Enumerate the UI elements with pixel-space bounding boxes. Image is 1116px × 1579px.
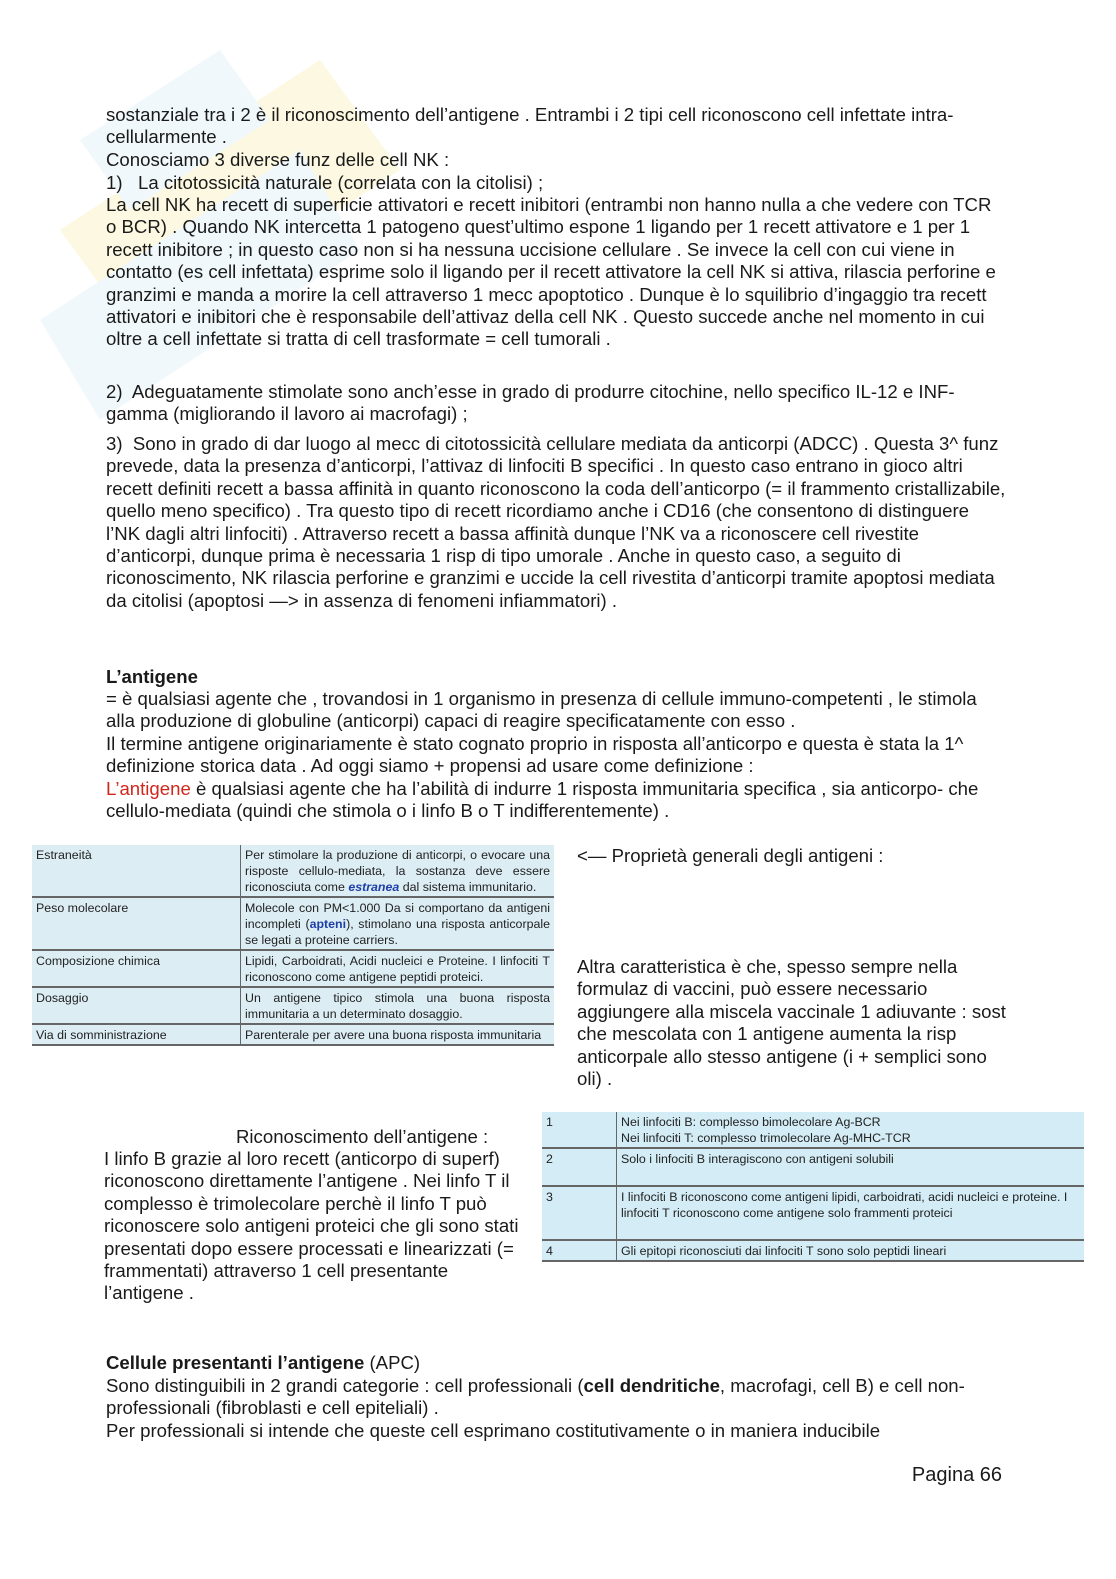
heading-apc [106, 1352, 1006, 1374]
property-key: Peso molecolare [32, 897, 241, 950]
paragraph-apc2: Per professionali si intende che queste cell esprimano costitutivamente o in maniera inducibile [106, 1420, 881, 1441]
recognition-line: Nei linfociti T: complesso trimolecolare Ag-MHC-TCR [621, 1131, 911, 1145]
properties-row [32, 897, 554, 950]
apc-heading-bold: Cellule presentanti l’antigene [106, 1352, 365, 1373]
property-keyword: estranea [348, 880, 400, 894]
antigene-red-term: L’antigene [106, 778, 191, 799]
apc-p1-c: , macrofagi, cell B) e cell non-professionali (fibroblasti e cell epiteliali) . [106, 1375, 965, 1419]
recognition-row [542, 1240, 1084, 1261]
property-value [241, 950, 555, 987]
recognition-text [617, 1148, 1085, 1186]
properties-row [32, 1024, 554, 1045]
property-value [241, 845, 555, 897]
paragraph-funz-intro: Conosciamo 3 diverse funz delle cell NK : [106, 149, 450, 170]
property-value-text: Per stimolare la produzione di anticorpi, o evocare una risposte cellulo-mediata, la sostanza deve essere riconosciuta come [245, 848, 550, 894]
paragraph-funz3: 3) Sono in grado di dar luogo al mecc di citotossicità cellulare mediata da anticorpi (ADCC) . Questa 3^ funz prevede, data la presenza d’anticorpi, l’attivaz di linfociti B specifici . In questo caso entrano in gioco altri recett definiti recett a bassa affinità in quanto riconoscono la coda dell’anticorpo (= il frammento cristallizabile, quello meno specifico) . Tra questo tipo di recett ricordiamo anche i CD16 (che consentono di distinguere l’NK dagli altri linfociti) . Attraverso recett a bassa affinità dunque l’NK va a riconoscere cell rivestite d’anticorpi, dunque prima è necessaria 1 risp di tipo umorale . Anche in questo caso, a seguito di riconoscimento, NK rilascia perforine e granzimi e uccide la cell rivestita d’anticorpi tramite apoptosi mediata da citolisi (apoptosi —> in assenza di fenomeni infiammatori) . [106, 433, 1006, 611]
recognition-number: 3 [542, 1186, 617, 1240]
apc-p1-b: cell dendritiche [583, 1375, 720, 1396]
property-value [241, 897, 555, 950]
paragraph-antigene-def3 [106, 778, 1006, 823]
recognition-text [617, 1186, 1085, 1240]
recognition-title: Riconoscimento dell’antigene : [236, 1126, 489, 1147]
recognition-text [617, 1112, 1085, 1148]
paragraph-intro: sostanziale tra i 2 è il riconoscimento dell’antigene . Entrambi i 2 tipi cell riconoscono cell infettate intra-cellularmente . [106, 104, 954, 148]
note-proprieta: <— Proprietà generali degli antigeni : [577, 845, 884, 866]
property-value-text: Un antigene tipico stimola una buona risposta immunitaria a un determinato dosaggio. [245, 991, 550, 1021]
antigene-def3-text: è qualsiasi agente che ha l’abilità di indurre 1 risposta immunitaria specifica , sia anticorpo- che cellulo-mediata (quindi che stimola o i linfo B o T indifferentemente) . [106, 778, 979, 822]
property-key: Dosaggio [32, 987, 241, 1024]
property-value-text: Lipidi, Carboidrati, Acidi nucleici e Proteine. I linfociti T riconoscono come antigene peptidi proteici. [245, 954, 550, 984]
recognition-row [542, 1112, 1084, 1148]
paragraph-funz2: 2) Adeguatamente stimolate sono anch’esse in grado di produrre citochine, nello specifico IL-12 e INF-gamma (migliorando il lavoro ai macrofagi) ; [106, 381, 955, 425]
recognition-number: 1 [542, 1112, 617, 1148]
recognition-table [542, 1112, 1084, 1262]
paragraph-funz1-title: 1) La citotossicità naturale (correlata con la citolisi) ; [106, 172, 544, 193]
recognition-row [542, 1186, 1084, 1240]
property-key: Estraneità [32, 845, 241, 897]
recognition-number: 2 [542, 1148, 617, 1186]
property-value-text-end: ), stimolano una risposta anticorpale se legati a proteine carriers. [245, 917, 550, 947]
properties-table [32, 845, 554, 1046]
recognition-line: Nei linfociti B: complesso bimolecolare Ag-BCR [621, 1115, 881, 1129]
recognition-body: I linfo B grazie al loro recett (anticorpo di superf) riconoscono direttamente l’antigene . Nei linfo T il complesso è trimolecolare perchè il linfo T può riconoscere solo antigeni proteici che gli sono stati presentati dopo essere processati e linearizzati (= frammentati) attraverso 1 cell presentante l’antigene . [104, 1148, 519, 1304]
paragraph-funz1-body: La cell NK ha recett di superficie attivatori e recett inibitori (entrambi non hanno nulla a che vedere con TCR o BCR) . Quando NK intercetta 1 patogeno quest’ultimo espone 1 ligando per 1 recett attivatore e 1 per 1 recett inibitore ; in questo caso non si ha nessuna uccisione cellulare . Se invece la cell con cui viene in contatto (es cell infettata) esprime solo il ligando per il recett attivatore la cell NK si attiva, rilascia perforine e granzimi e manda a morire la cell attraverso 1 mecc apoptotico . Dunque è lo squilibrio d’ingaggio tra recett attivatori e inibitori che è responsabile dell’attivaz della cell NK . Questo succede anche nel momento in cui oltre a cell infettate si tratta di cell trasformate = cell tumorali . [106, 194, 996, 350]
property-key: Composizione chimica [32, 950, 241, 987]
property-key: Via di somministrazione [32, 1024, 241, 1045]
recognition-text [617, 1240, 1085, 1261]
property-keyword: apteni [309, 917, 347, 931]
property-value-text: Parenterale per avere una buona risposta immunitaria [245, 1028, 542, 1042]
properties-row [32, 987, 554, 1024]
apc-heading-suffix: (APC) [364, 1352, 421, 1373]
note-adiuvante: Altra caratteristica è che, spesso sempre nella formulaz di vaccini, può essere necessario aggiungere alla miscela vaccinale 1 adiuvante : sost che mescolata con 1 antigene aumenta la risp anticorpale allo stesso antigene (i + semplici sono oli) . [577, 956, 1006, 1090]
paragraph-antigene-def2: Il termine antigene originariamente è stato cognato proprio in risposta all’anticorpo e questa è stata la 1^ definizione storica data . Ad oggi siamo + propensi ad usare come definizione : [106, 733, 964, 777]
property-value [241, 1024, 555, 1045]
apc-p1-a: Sono distinguibili in 2 grandi categorie : cell professionali ( [106, 1375, 584, 1396]
recognition-line: Solo i linfociti B interagiscono con antigeni solubili [621, 1152, 894, 1166]
properties-row [32, 845, 554, 897]
recognition-number: 4 [542, 1240, 617, 1261]
property-value-text: Molecole con PM<1.000 Da si comportano da antigeni incompleti ( [245, 901, 550, 931]
recognition-row [542, 1148, 1084, 1186]
property-value-text-end: dal sistema immunitario. [399, 880, 537, 894]
paragraph-apc1 [106, 1375, 1006, 1420]
property-value [241, 987, 555, 1024]
recognition-line: I linfociti B riconoscono come antigeni lipidi, carboidrati, acidi nucleici e proteine. I linfociti T riconoscono come antigene solo frammenti proteici [621, 1190, 1068, 1220]
heading-antigene: L’antigene [106, 666, 198, 687]
paragraph-antigene-def1: = è qualsiasi agente che , trovandosi in 1 organismo in presenza di cellule immuno-competenti , le stimola alla produzione di globuline (anticorpi) capaci di reagire specificatamente con esso . [106, 688, 977, 732]
recognition-line: Gli epitopi riconosciuti dai linfociti T sono solo peptidi lineari [621, 1244, 947, 1258]
page-number: Pagina 66 [911, 1464, 1002, 1486]
properties-row [32, 950, 554, 987]
